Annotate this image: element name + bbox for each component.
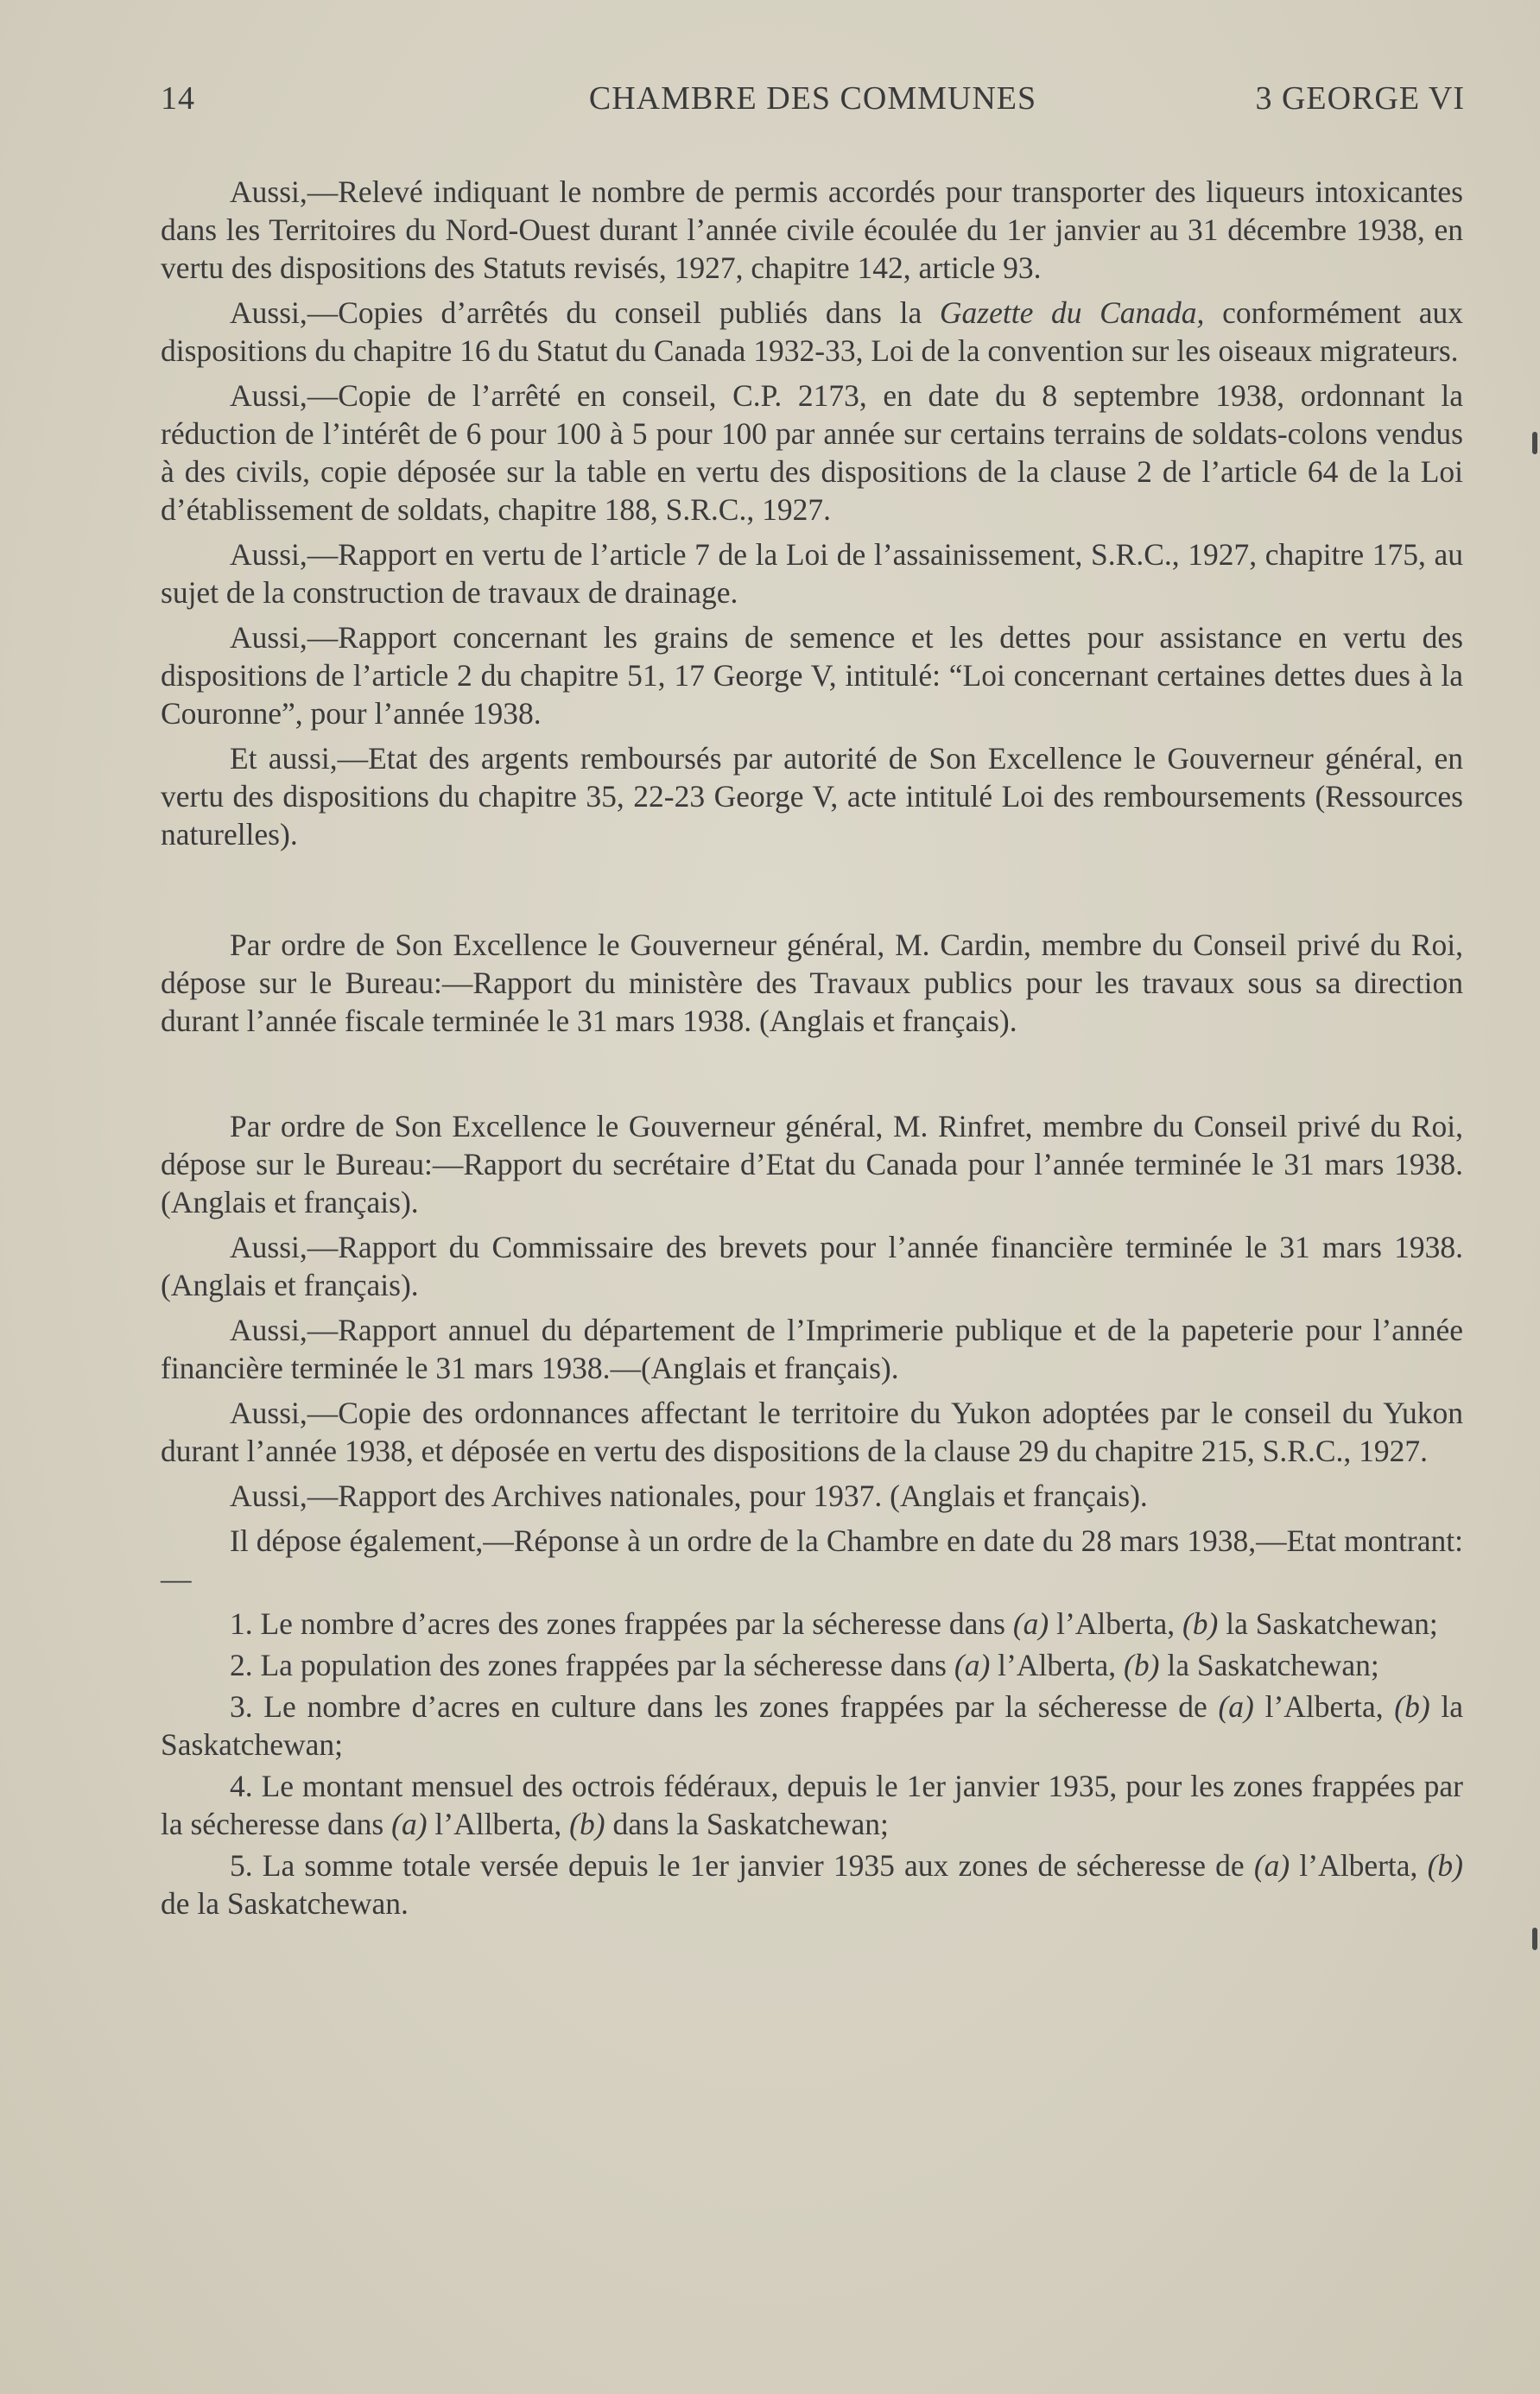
list-item: 1. Le nombre d’acres des zones frappées par la sécheresse dans (a) l’Alberta, (b) la Saskatchewan;	[230, 1606, 1438, 1641]
paragraph: Aussi,—Rapport concernant les grains de semence et les dettes pour assistance en vertu des dispositions de l’article 2 du chapitre 51, 17 George V, intitulé: “Loi concernant certaines dettes dues à la Couronne”, pour l’année 1938.	[161, 620, 1463, 731]
paragraph: Aussi,—Copie de l’arrêté en conseil, C.P. 2173, en date du 8 septembre 1938, ordonnant la réduction de l’intérêt de 6 pour 100 à 5 pour 100 par année sur certains terrains de soldats-colons vendus à des civils, copie déposée sur la table en vertu des dispositions de la clause 2 de l’article 64 de la Loi d’établissement de soldats, chapitre 188, S.R.C., 1927.	[161, 378, 1463, 527]
paragraph: Aussi,—Rapport des Archives nationales, pour 1937. (Anglais et français).	[230, 1479, 1148, 1513]
document-body	[161, 173, 1463, 1926]
margin-mark	[1532, 1928, 1537, 1950]
paragraph: Aussi,—Rapport du Commissaire des brevets pour l’année financière terminée le 31 mars 1938. (Anglais et français).	[161, 1230, 1463, 1302]
numbered-list	[161, 1605, 1463, 1922]
list-item: 3. Le nombre d’acres en culture dans les zones frappées par la sécheresse de (a) l’Alberta, (b) la Saskatchewan;	[161, 1689, 1463, 1762]
list-item: 4. Le montant mensuel des octrois fédéraux, depuis le 1er janvier 1935, pour les zones frappées par la sécheresse dans (a) l’Allberta, (b) dans la Saskatchewan;	[161, 1769, 1463, 1841]
paragraph: Aussi,—Copies d’arrêtés du conseil publiés dans la Gazette du Canada, conformément aux dispositions du chapitre 16 du Statut du Canada 1932-33, Loi de la convention sur les oiseaux migrateurs.	[161, 295, 1463, 368]
paragraph: Il dépose également,—Réponse à un ordre de la Chambre en date du 28 mars 1938,—Etat montrant:—	[161, 1523, 1463, 1596]
paragraph: Aussi,—Rapport en vertu de l’article 7 de la Loi de l’assainissement, S.R.C., 1927, chapitre 175, au sujet de la construction de travaux de drainage.	[161, 537, 1463, 610]
paragraph: Aussi,—Relevé indiquant le nombre de permis accordés pour transporter des liqueurs intoxicantes dans les Territoires du Nord-Ouest durant l’année civile écoulée du 1er janvier au 31 décembre 1938, en vertu des dispositions des Statuts revisés, 1927, chapitre 142, article 93.	[161, 174, 1463, 285]
list-item: 5. La somme totale versée depuis le 1er janvier 1935 aux zones de sécheresse de (a) l’Alberta, (b) de la Saskatchewan.	[161, 1848, 1463, 1921]
list-item: 2. La population des zones frappées par la sécheresse dans (a) l’Alberta, (b) la Saskatchewan;	[230, 1648, 1379, 1682]
paragraph: Et aussi,—Etat des argents remboursés par autorité de Son Excellence le Gouverneur général, en vertu des dispositions du chapitre 35, 22-23 George V, acte intitulé Loi des remboursements (Ressources naturelles).	[161, 741, 1463, 852]
margin-mark	[1532, 432, 1537, 454]
paragraph: Par ordre de Son Excellence le Gouverneur général, M. Rinfret, membre du Conseil privé du Roi, dépose sur le Bureau:—Rapport du secrétaire d’Etat du Canada pour l’année terminée le 31 mars 1938. (Anglais et français).	[161, 1109, 1463, 1219]
paragraph: Aussi,—Copie des ordonnances affectant le territoire du Yukon adoptées par le conseil du Yukon durant l’année 1938, et déposée en vertu des dispositions de la clause 29 du chapitre 215, S.R.C., 1927.	[161, 1396, 1463, 1468]
paragraph: Par ordre de Son Excellence le Gouverneur général, M. Cardin, membre du Conseil privé du Roi, dépose sur le Bureau:—Rapport du ministère des Travaux publics pour les travaux sous sa direction durant l’année fiscale terminée le 31 mars 1938. (Anglais et français).	[161, 928, 1463, 1038]
page-number: 14	[161, 80, 195, 117]
running-title: CHAMBRE DES COMMUNES	[588, 80, 1037, 117]
session-label: 3 GEORGE VI	[1255, 80, 1465, 117]
page-header	[161, 79, 1465, 123]
paragraph: Aussi,—Rapport annuel du département de l’Imprimerie publique et de la papeterie pour l’année financière terminée le 31 mars 1938.—(Anglais et français).	[161, 1313, 1463, 1385]
